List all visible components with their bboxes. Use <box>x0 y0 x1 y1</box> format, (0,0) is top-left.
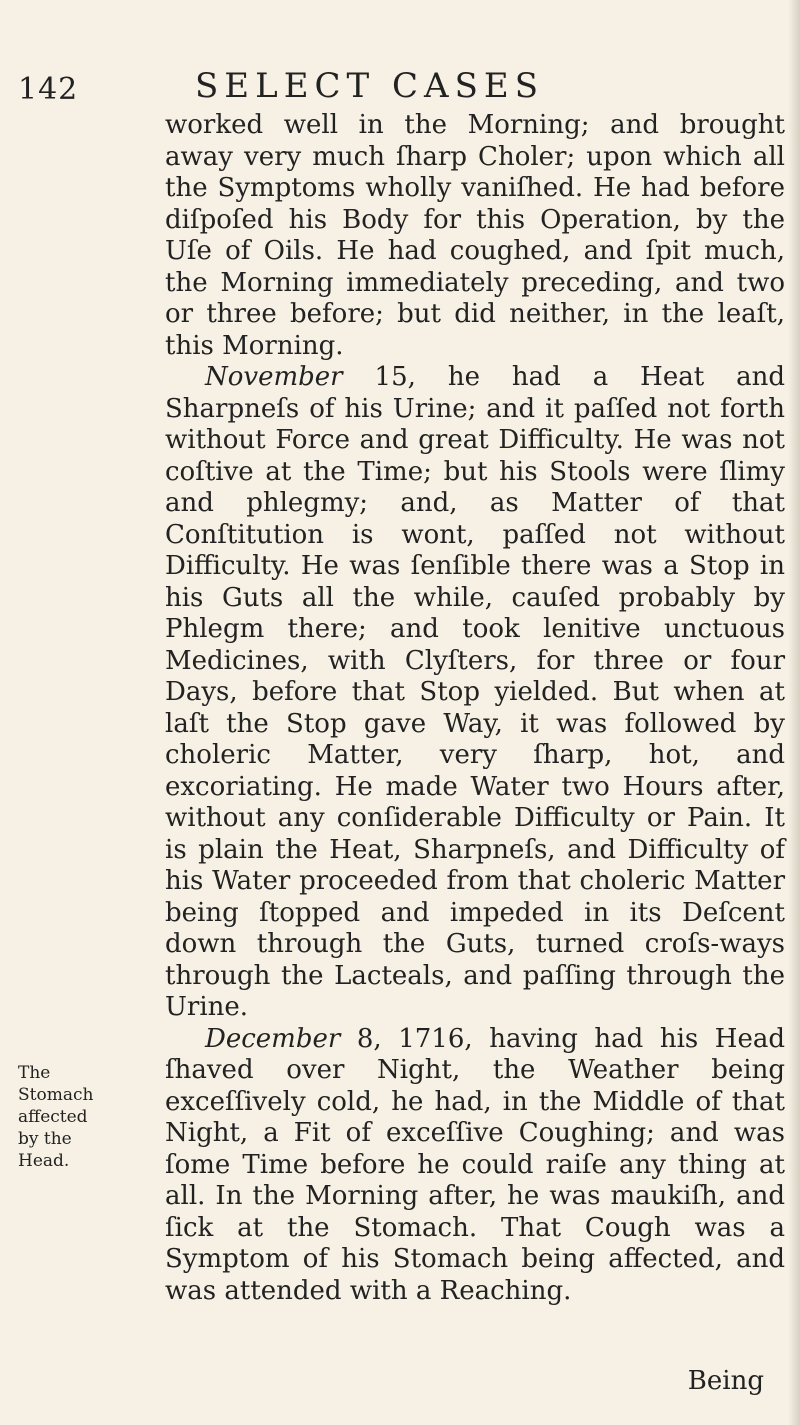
paragraph-3-text: 8, 1716, having had his Head ſhaved over Night, the Weather being exceſſively cold, he had, in the Middle of that Night, a Fit of exceſſive Coughing; and was ſome Time before he could raiſe any thing at all. In the Morning after, he was maukiſh, and ſick at the Stomach. That Cough was a Symptom of his Stomach being affected, and was attended with a Reaching. <box>165 1023 785 1306</box>
paragraph-2-date: November <box>205 362 343 392</box>
paragraph-3-date: December <box>205 1023 341 1054</box>
body-text <box>165 110 785 1307</box>
paragraph-2-text: 15, he had a Heat and Sharpneſs of his Urine; and it paſſed not forth without Force and great Difficulty. He was not coſtive at the Time; but his Stools were ſlimy and phlegmy; and, as Matter of that Conſtitution is wont, paſſed not without Difficulty. He was ſenſible there was a Stop in his Guts all the while, cauſed probably by Phlegm there; and took lenitive unctuous Medicines, with Clyſters, for three or four Days, before that Stop yielded. But when at laſt the Stop gave Way, it was followed by choleric Matter, very ſharp, hot, and excoriating. He made Water two Hours after, without any conſiderable Difficulty or Pain. It is plain the Heat, Sharpneſs, and Difficulty of his Water proceeded from that choleric Matter being ſtopped and impeded in its Deſcent down through the Guts, turned croſs-ways through the Lacteals, and paſſing through the Urine. <box>165 362 785 1022</box>
catchword: Being <box>687 1366 764 1396</box>
paragraph-2 <box>165 362 785 1024</box>
paragraph-1 <box>165 110 785 362</box>
paragraph-1-text: worked well in the Morning; and brought away very much ſharp Choler; upon which all the Symptoms wholly vaniſhed. He had before diſpoſed his Body for this Operation, by the Uſe of Oils. He had coughed, and ſpit much, the Morning immediately preceding, and two or three before; but did neither, in the leaſt, this Morning. <box>165 110 785 361</box>
page-number: 142 <box>18 72 79 107</box>
page-edge-shadow <box>788 0 800 1425</box>
running-head: SELECT CASES <box>195 66 544 106</box>
marginal-note: The Stomach affected by the Head. <box>18 1063 94 1171</box>
paragraph-3 <box>165 1024 785 1308</box>
